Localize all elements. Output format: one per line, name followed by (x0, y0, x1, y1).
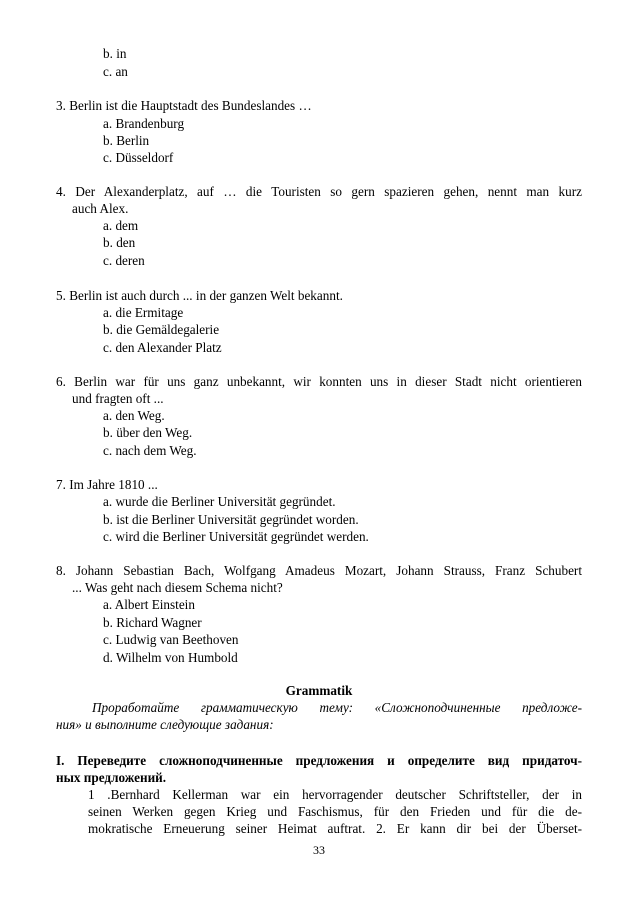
grammar-heading: Grammatik (285, 683, 353, 698)
task-1-text: 1 .Bernhard Kellerman war ein hervorragender deutscher Schriftsteller, der in (88, 787, 582, 802)
option-line: c. den Alexander Platz (103, 340, 222, 355)
option-line: b. in (103, 46, 127, 61)
option-line: b. über den Weg. (103, 425, 193, 440)
option-line: b. Berlin (103, 133, 150, 148)
question-8-cont: ... Was geht nach diesem Schema nicht? (72, 580, 283, 595)
option-line: c. wird die Berliner Universität gegründet werden. (103, 529, 369, 544)
option-line: b. Richard Wagner (103, 615, 202, 630)
question-7: 7. Im Jahre 1810 ... (56, 477, 158, 492)
grammar-instruction-cont: ния» и выполните следующие задания: (56, 717, 274, 732)
task-1-heading: I. Переведите сложноподчиненные предложения и определите вид придаточ- (56, 753, 582, 768)
option-line: d. Wilhelm von Humbold (103, 650, 238, 665)
option-line: b. ist die Berliner Universität gegründet worden. (103, 512, 359, 527)
grammar-instruction: Проработайте грамматическую тему: «Сложноподчиненные предложе- (92, 700, 582, 715)
question-3: 3. Berlin ist die Hauptstadt des Bundeslandes … (56, 98, 312, 113)
task-1-heading-cont: ных предложений. (56, 770, 167, 785)
option-line: c. Düsseldorf (103, 150, 174, 165)
question-6-cont: und fragten oft ... (72, 391, 164, 406)
question-5: 5. Berlin ist auch durch ... in der ganzen Welt bekannt. (56, 288, 343, 303)
option-line: a. die Ermitage (103, 305, 184, 320)
task-1-text: mokratische Erneuerung seiner Heimat auftrat. 2. Er kann dir bei der Überset- (88, 821, 582, 836)
question-8: 8. Johann Sebastian Bach, Wolfgang Amadeus Mozart, Johann Strauss, Franz Schubert (56, 563, 582, 578)
option-line: a. wurde die Berliner Universität gegründet. (103, 494, 336, 509)
option-line: b. die Gemäldegalerie (103, 322, 220, 337)
question-4: 4. Der Alexanderplatz, auf … die Touristen so gern spazieren gehen, nennt man kurz (56, 184, 582, 199)
option-line: c. an (103, 64, 128, 79)
option-line: a. Albert Einstein (103, 597, 195, 612)
option-line: b. den (103, 235, 136, 250)
task-1-text: seinen Werken gegen Krieg und Faschismus, für den Frieden und für die de- (88, 804, 582, 819)
option-line: c. deren (103, 253, 145, 268)
page-number: 33 (313, 843, 325, 857)
option-line: a. Brandenburg (103, 116, 185, 131)
option-line: c. Ludwig van Beethoven (103, 632, 239, 647)
option-line: a. den Weg. (103, 408, 165, 423)
question-4-cont: auch Alex. (72, 201, 129, 216)
option-line: a. dem (103, 218, 139, 233)
option-line: c. nach dem Weg. (103, 443, 197, 458)
question-6: 6. Berlin war für uns ganz unbekannt, wir konnten uns in dieser Stadt nicht orientieren (56, 374, 582, 389)
